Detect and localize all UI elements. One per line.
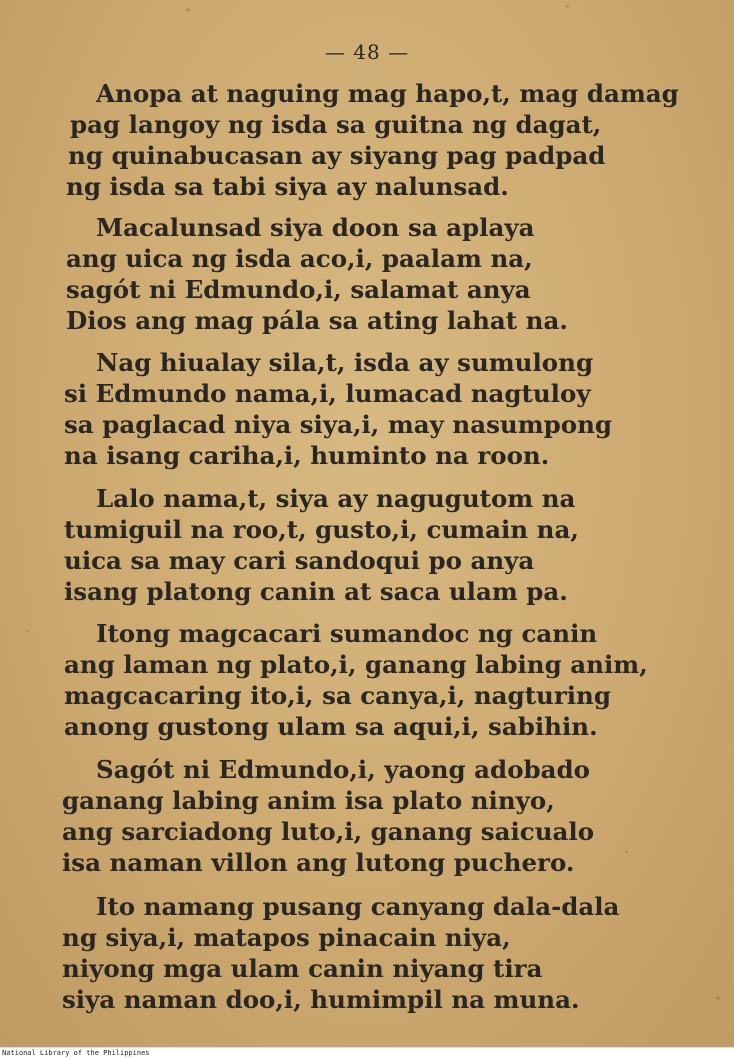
verse-line: ang sarciadong luto,i, ganang saicualo <box>62 817 595 846</box>
verse-line: Sagót ni Edmundo,i, yaong adobado <box>96 755 591 784</box>
page-stain <box>566 5 569 8</box>
verse-line: ang uica ng isda aco,i, paalam na, <box>66 244 533 273</box>
verse-line: ang laman ng plato,i, ganang labing anim, <box>64 650 648 679</box>
stanza <box>62 618 648 742</box>
verse-line: sagót ni Edmundo,i, salamat anya <box>66 275 531 304</box>
stanza <box>62 891 619 1015</box>
verse-line: pag langoy ng isda sa guitna ng dagat, <box>70 110 602 139</box>
verse-line: si Edmundo nama,i, lumacad nagtuloy <box>64 379 591 408</box>
page-stain <box>625 850 628 853</box>
verse-line: Itong magcacari sumandoc ng canin <box>96 619 598 648</box>
verse-line: Nag hiualay sila,t, isda ay sumulong <box>96 348 594 377</box>
verse-line: isa naman villon ang lutong puchero. <box>62 848 575 877</box>
page-stain <box>186 8 190 12</box>
verse-line: sa paglacad niya siya,i, may nasumpong <box>64 410 613 439</box>
stanza <box>62 754 594 878</box>
page-stain <box>26 630 29 633</box>
verse-line: ng isda sa tabi siya ay nalunsad. <box>66 172 509 201</box>
verse-line: Anopa at naguing mag hapo,t, mag damag <box>96 79 679 108</box>
verse-line: niyong mga ulam canin niyang tira <box>62 954 543 983</box>
stanza <box>62 212 568 336</box>
footer-credit: National Library of the Philippines <box>2 1049 150 1057</box>
stanza <box>62 347 612 471</box>
page-stain <box>716 996 720 1000</box>
verse-line: anong gustong ulam sa aqui,i, sabihin. <box>64 712 598 741</box>
footer-strip <box>0 1047 734 1058</box>
verse-line: Dios ang mag pála sa ating lahat na. <box>66 306 568 335</box>
verse-line: na isang cariha,i, huminto na roon. <box>64 441 550 470</box>
stanza <box>62 78 679 202</box>
verse-line: isang platong canin at saca ulam pa. <box>64 577 568 606</box>
verse-line: Macalunsad siya doon sa aplaya <box>96 213 535 242</box>
verse-line: ganang labing anim isa plato ninyo, <box>62 786 555 815</box>
verse-line: ng quinabucasan ay siyang pag padpad <box>68 141 606 170</box>
verse-line: Lalo nama,t, siya ay nagugutom na <box>96 484 576 513</box>
verse-line: siya naman doo,i, humimpil na muna. <box>62 985 580 1014</box>
verse-line: uica sa may cari sandoqui po anya <box>64 546 535 575</box>
page-number: — 48 — <box>324 40 410 64</box>
verse-line: tumiguil na roo,t, gusto,i, cumain na, <box>64 515 579 544</box>
verse-line: Ito namang pusang canyang dala-dala <box>96 892 620 921</box>
verse-line: ng siya,i, matapos pinacain niya, <box>62 923 511 952</box>
verse-line: magcacaring ito,i, sa canya,i, nagturing <box>64 681 611 710</box>
stanza <box>62 483 579 607</box>
